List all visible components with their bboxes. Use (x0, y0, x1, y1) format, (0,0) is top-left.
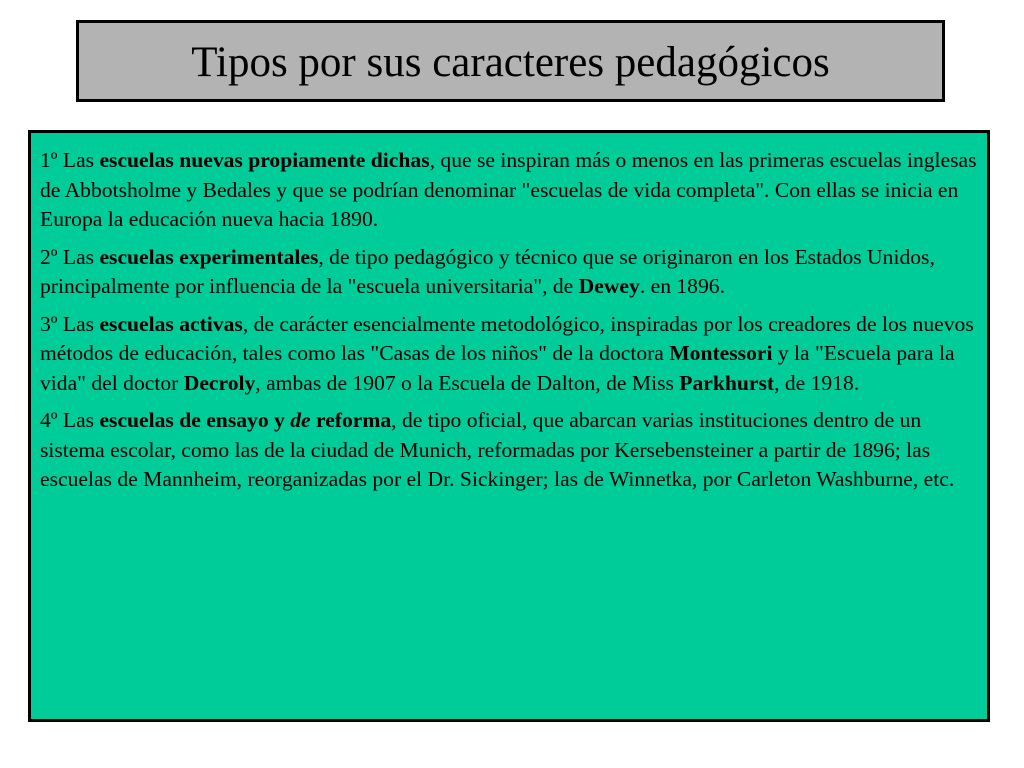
paragraph-3-text: , de carácter esencialmente metodológico, inspiradas por los creadores de los nuevos métodos de educación, tales como las "Casas de los niños" de la doctora (40, 311, 974, 365)
paragraph-3-text-dalton: , ambas de 1907 o la Escuela de Dalton, de Miss (255, 370, 680, 395)
paragraph-4-term-italic: de (290, 408, 311, 432)
paragraph-3-text-end: , de 1918. (774, 370, 860, 395)
paragraph-4-term (99, 408, 391, 432)
paragraph-4-term-a: escuelas de ensayo y (99, 408, 291, 432)
title-box (76, 20, 945, 102)
paragraph-1 (40, 146, 977, 235)
paragraph-2-number: 2º Las (40, 244, 100, 269)
paragraph-1-number: 1º Las (40, 148, 100, 172)
paragraph-2 (40, 243, 977, 302)
paragraph-2-text: , de tipo pedagógico y técnico que se originaron en los Estados Unidos, principalmente por influencia de la "escuela universitaria", de (40, 244, 935, 298)
content-box (28, 130, 990, 722)
paragraph-2-name: Dewey (578, 274, 640, 298)
paragraph-3-name-decroly: Decroly (183, 370, 256, 395)
paragraph-1-term: escuelas nuevas propiamente dichas (99, 148, 430, 172)
paragraph-4-text: , de tipo oficial, que abarcan varias instituciones dentro de un sistema escolar, como las de la ciudad de Munich, reformadas por Kersebensteiner a partir de 1896; las escuelas de Mannheim, reorganizadas por el Dr. Sickinger; las de Winnetka, por Carleton Washburne, etc. (40, 408, 955, 491)
paragraph-4 (40, 406, 977, 495)
paragraph-4-number: 4º Las (40, 408, 100, 432)
paragraph-3 (40, 310, 977, 399)
paragraph-2-text-end: . en 1896. (639, 274, 725, 298)
slide-title: Tipos por sus caracteres pedagógicos (191, 38, 830, 86)
paragraph-3-text-mid: y la "Escuela para la vida" del doctor (40, 341, 955, 395)
paragraph-2-term: escuelas experimentales (99, 244, 319, 269)
paragraph-1-text: , que se inspiran más o menos en las primeras escuelas inglesas de Abbotsholme y Bedales y que se podrían denominar "escuelas de vida completa". Con ellas se inicia en Europa la educación nueva hacia 1890. (40, 148, 977, 231)
paragraph-4-term-c: reforma (310, 408, 392, 432)
paragraph-3-number: 3º Las (40, 311, 100, 336)
paragraph-3-name-parkhurst: Parkhurst (679, 370, 775, 395)
paragraph-3-term: escuelas activas (99, 311, 243, 336)
paragraph-3-name-montessori: Montessori (669, 341, 773, 365)
